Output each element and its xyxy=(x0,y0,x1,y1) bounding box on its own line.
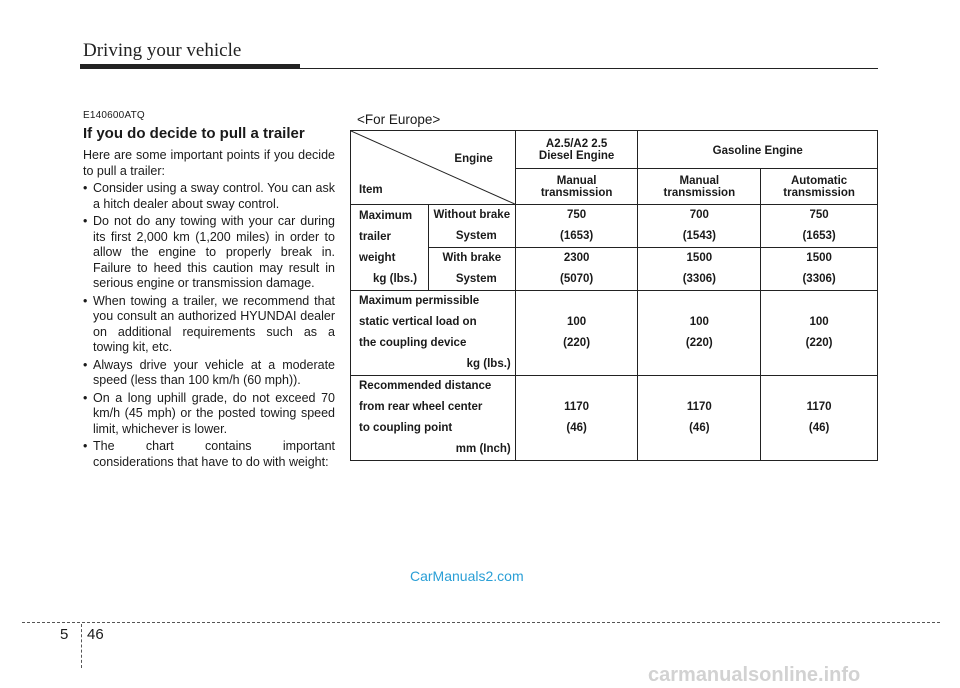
table-row xyxy=(351,205,878,248)
diesel-model: A2.5/A2 2.5 xyxy=(545,137,608,150)
brake-label-line: System xyxy=(455,273,497,285)
value: 100 xyxy=(567,316,587,328)
value-cell xyxy=(638,376,761,461)
with-brake-label xyxy=(428,248,515,291)
watermark-link[interactable]: CarManuals2.com xyxy=(410,568,524,584)
value-imperial: (5070) xyxy=(559,273,594,285)
section-title: Driving your vehicle xyxy=(83,40,242,61)
value-imperial: (3306) xyxy=(682,273,716,285)
table-row xyxy=(351,131,878,169)
value: 1170 xyxy=(686,401,712,413)
trans-line: Manual xyxy=(679,174,720,187)
list-item: • When towing a trailer, we recommend that you consult an authorized HYUNDAI dealer on additional requirements such as a towing kit, etc. xyxy=(83,294,335,356)
trans-header xyxy=(761,169,878,205)
value-imperial: (1653) xyxy=(802,230,836,242)
vertical-label-line: kg (lbs.) xyxy=(466,358,511,370)
value: 1500 xyxy=(806,252,832,264)
value-imperial: (46) xyxy=(566,422,587,434)
value: 1170 xyxy=(806,401,832,413)
corner-engine-label: Engine xyxy=(454,153,493,165)
list-item: • On a long uphill grade, do not exceed 70 km/h (45 mph) or the posted towing speed limit, whichever is lower. xyxy=(83,391,335,438)
list-item: • Do not do any towing with your car during its first 2,000 km (1,200 miles) in order to allow the engine to properly break in. Failure to heed this caution may result in serious engine or transmission damage. xyxy=(83,214,335,292)
corner-item-label: Item xyxy=(359,184,383,196)
value-cell xyxy=(515,376,638,461)
weight-label-line: trailer xyxy=(359,230,391,243)
distance-label-line: to coupling point xyxy=(359,422,453,434)
value-imperial: (46) xyxy=(808,422,830,434)
bullet-list xyxy=(83,181,335,470)
table-row xyxy=(351,291,878,376)
value-imperial: (220) xyxy=(563,337,591,349)
distance-label-line: mm (Inch) xyxy=(455,443,511,455)
footer-divider xyxy=(81,624,82,668)
weight-label-line: kg (lbs.) xyxy=(373,272,418,285)
value-cell xyxy=(638,205,761,248)
value-cell xyxy=(761,291,878,376)
title-rule xyxy=(80,68,878,69)
value-cell xyxy=(761,248,878,291)
intro-text: Here are some important points if you decide to pull a trailer: xyxy=(83,148,335,178)
section-heading: If you do decide to pull a trailer xyxy=(83,125,305,142)
value-cell xyxy=(761,205,878,248)
value-cell xyxy=(515,205,638,248)
value-cell xyxy=(761,376,878,461)
value: 100 xyxy=(809,316,829,328)
trailer-spec-table xyxy=(350,130,878,461)
footer-rule xyxy=(22,622,940,623)
value-cell xyxy=(638,291,761,376)
value: 2300 xyxy=(563,252,590,264)
gasoline-header: Gasoline Engine xyxy=(638,131,878,169)
trans-line: Manual xyxy=(556,174,597,187)
corner-cell xyxy=(351,131,516,205)
value: 750 xyxy=(809,209,829,221)
weight-label-line: Maximum xyxy=(359,209,413,222)
chapter-number: 5 xyxy=(60,626,69,643)
left-column xyxy=(83,110,335,472)
value-imperial: (1543) xyxy=(682,230,716,242)
trans-line: transmission xyxy=(783,186,855,199)
value: 700 xyxy=(689,209,709,221)
value: 750 xyxy=(567,209,587,221)
value-imperial: (1653) xyxy=(559,230,594,242)
diesel-engine: Diesel Engine xyxy=(538,149,615,162)
region-label: <For Europe> xyxy=(357,112,441,127)
section-code: E140600ATQ xyxy=(83,110,145,121)
distance-label xyxy=(351,376,516,461)
list-item: • Consider using a sway control. You can ask a hitch dealer about sway control. xyxy=(83,181,335,212)
list-item: • Always drive your vehicle at a moderate speed (less than 100 km/h (60 mph)). xyxy=(83,358,335,389)
value-cell xyxy=(515,291,638,376)
page-number: 46 xyxy=(87,626,104,643)
vertical-label-line: the coupling device xyxy=(359,337,467,349)
distance-label-line: Recommended distance xyxy=(359,380,492,392)
trans-header xyxy=(638,169,761,205)
watermark-text: carmanualsonline.info xyxy=(648,664,861,686)
value-cell xyxy=(638,248,761,291)
value: 1170 xyxy=(564,401,590,413)
value: 100 xyxy=(689,316,709,328)
brake-label-line: System xyxy=(455,230,497,242)
value-imperial: (46) xyxy=(689,422,710,434)
without-brake-label xyxy=(428,205,515,248)
value-cell xyxy=(515,248,638,291)
list-item: • The chart contains important considerations that have to do with weight: xyxy=(83,439,335,470)
brake-label-line: Without brake xyxy=(433,209,511,221)
distance-label-line: from rear wheel center xyxy=(359,401,483,413)
brake-label-line: With brake xyxy=(442,252,502,264)
vertical-load-label xyxy=(351,291,516,376)
trans-line: Automatic xyxy=(790,174,848,187)
trans-line: transmission xyxy=(540,186,613,199)
trans-line: transmission xyxy=(663,186,736,199)
diesel-header xyxy=(515,131,638,169)
table-row xyxy=(351,376,878,461)
weight-label-line: weight xyxy=(359,251,396,264)
vertical-label-line: Maximum permissible xyxy=(359,295,480,307)
vertical-label-line: static vertical load on xyxy=(359,316,477,328)
value-imperial: (220) xyxy=(685,337,713,349)
value-imperial: (3306) xyxy=(802,273,836,285)
value: 1500 xyxy=(686,252,713,264)
value-imperial: (220) xyxy=(805,337,833,349)
trans-header xyxy=(515,169,638,205)
table-row xyxy=(351,248,878,291)
weight-label xyxy=(351,205,429,291)
